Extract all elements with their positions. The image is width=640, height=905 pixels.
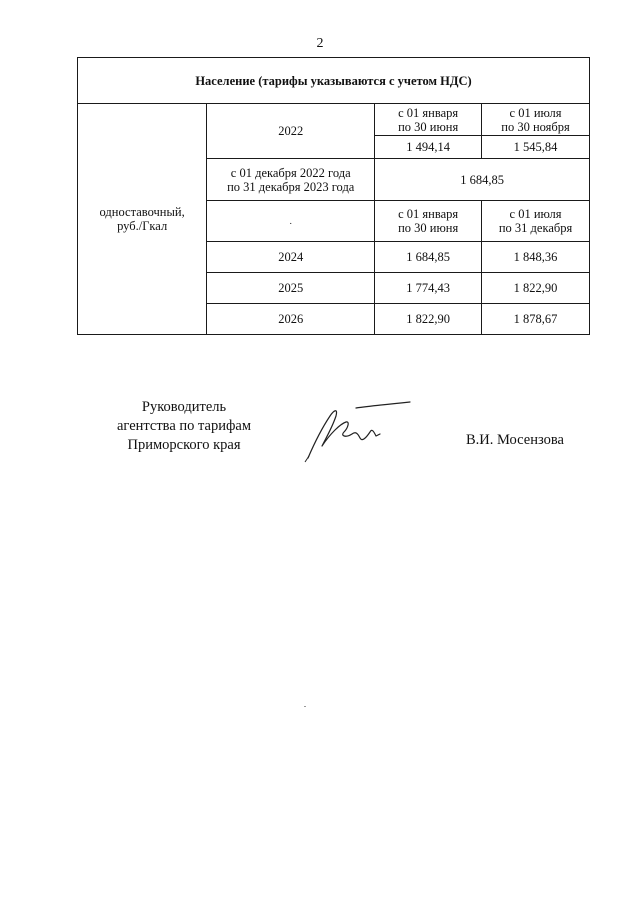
signatory-name: В.И. Мосензова xyxy=(466,432,564,448)
value-h1: 1 774,43 xyxy=(375,273,482,304)
value-h1: 1 822,90 xyxy=(375,304,482,335)
period-jul-nov: с 01 июля по 30 ноября xyxy=(482,104,590,136)
page-number: 2 xyxy=(316,36,324,51)
year-cell: 2026 xyxy=(207,304,375,335)
value-2022-h1: 1 494,14 xyxy=(375,136,482,159)
value-2022-h2: 1 545,84 xyxy=(482,136,590,159)
scan-speck xyxy=(304,706,306,707)
year-2022: 2022 xyxy=(207,104,375,159)
period-dec2022-dec2023: с 01 декабря 2022 года по 31 декабря 2023 года xyxy=(207,159,375,201)
year-cell: 2024 xyxy=(207,242,375,273)
period-jan-jun: с 01 января по 30 июня xyxy=(375,104,482,136)
table-row xyxy=(78,104,590,136)
value-h2: 1 878,67 xyxy=(482,304,590,335)
dot-mark: . xyxy=(289,216,292,226)
table-header: Население (тарифы указываются с учетом НДС) xyxy=(78,58,590,104)
year-cell: 2025 xyxy=(207,273,375,304)
handwritten-signature xyxy=(300,398,420,464)
value-h2: 1 822,90 xyxy=(482,273,590,304)
table-header-row xyxy=(78,58,590,104)
signatory-position: Руководитель агентства по тарифам Приморского края xyxy=(117,399,251,453)
tariff-category: одноставочный, руб./Гкал xyxy=(78,104,207,335)
value-dec2022-dec2023: 1 684,85 xyxy=(375,159,590,201)
tariff-table xyxy=(77,57,590,335)
period-jul-dec: с 01 июля по 31 декабря xyxy=(482,201,590,242)
value-h1: 1 684,85 xyxy=(375,242,482,273)
period-jan-jun-2: с 01 января по 30 июня xyxy=(375,201,482,242)
value-h2: 1 848,36 xyxy=(482,242,590,273)
empty-cell xyxy=(207,201,375,242)
